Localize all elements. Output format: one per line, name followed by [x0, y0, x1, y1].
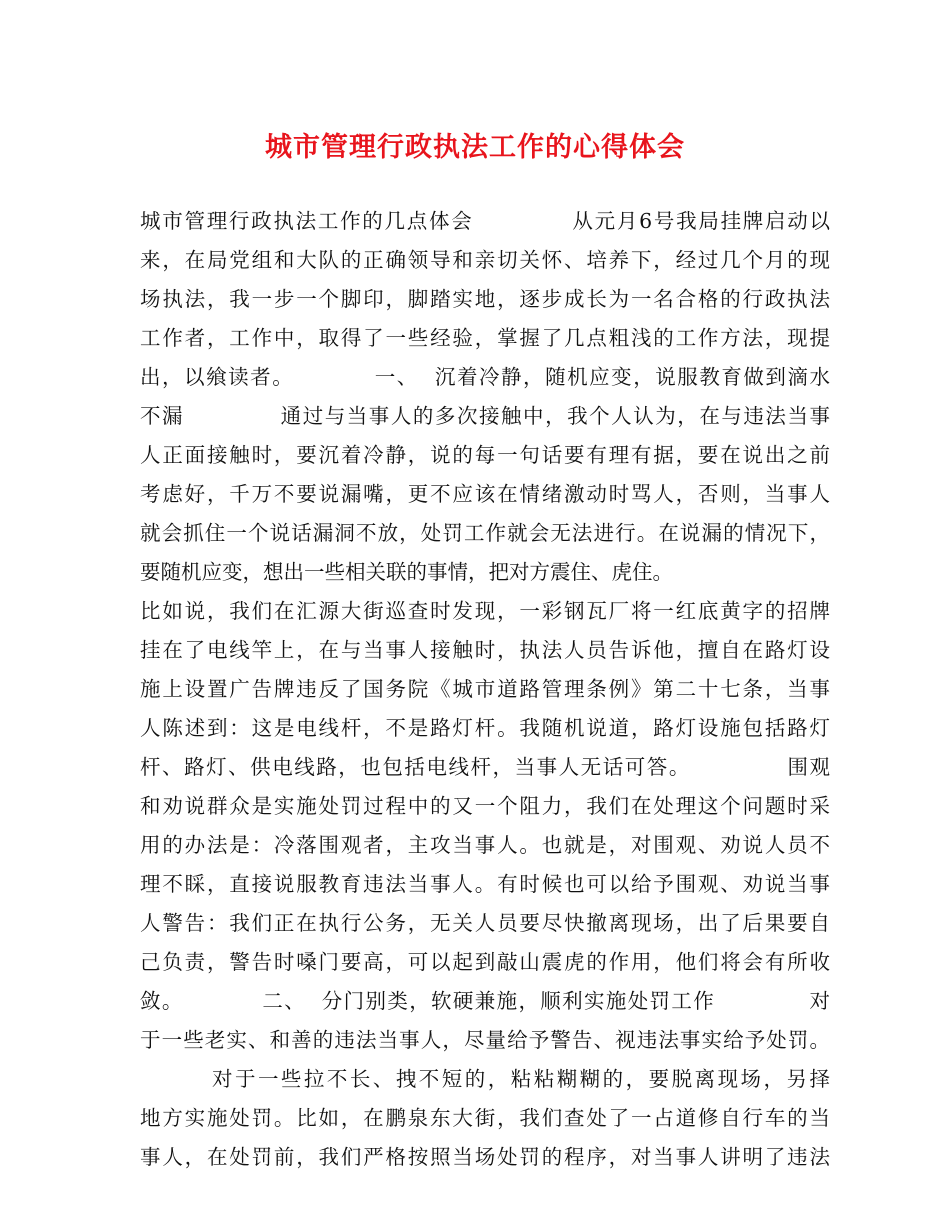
- text-line: 理不睬，直接说服教育违法当事人。有时候也可以给予围观、劝说当事: [140, 872, 830, 896]
- text-line: 己负责，警告时嗓门要高，可以起到敲山震虎的作用，他们将会有所收: [140, 950, 830, 974]
- text-line: 工作者，工作中，取得了一些经验，掌握了几点粗浅的工作方法，现提: [140, 326, 830, 350]
- text-line: 人陈述到：这是电线杆，不是路灯杆。我随机说道，路灯设施包括路灯: [140, 716, 830, 740]
- text-line: 人警告：我们正在执行公务，无关人员要尽快撤离现场，出了后果要自: [140, 911, 830, 935]
- text-line: 用的办法是：冷落围观者，主攻当事人。也就是，对围观、劝说人员不: [140, 833, 830, 857]
- text-line: 事人，在处罚前，我们严格按照当场处罚的程序，对当事人讲明了违法: [140, 1145, 830, 1169]
- text-line: 地方实施处罚。比如，在鹏泉东大街，我们查处了一占道修自行车的当: [140, 1106, 830, 1130]
- text-line: 城市管理行政执法工作的几点体会 从元月6号我局挂牌启动以: [140, 209, 830, 233]
- text-line: 不漏 通过与当事人的多次接触中，我个人认为，在与违法当事: [140, 404, 830, 428]
- text-line: 比如说，我们在汇源大街巡查时发现，一彩钢瓦厂将一红底黄字的招牌: [140, 599, 830, 623]
- text-line: 挂在了电线竿上，在与当事人接触时，执法人员告诉他，擅自在路灯设: [140, 638, 830, 662]
- document-body: [140, 202, 830, 1177]
- text-line: 就会抓住一个说话漏洞不放，处罚工作就会无法进行。在说漏的情况下，: [140, 521, 830, 545]
- text-line: 场执法，我一步一个脚印，脚踏实地，逐步成长为一名合格的行政执法: [140, 287, 830, 311]
- text-line: 敛。 二、 分门别类，软硬兼施，顺利实施处罚工作 对: [140, 989, 830, 1013]
- text-line: 于一些老实、和善的违法当事人，尽量给予警告、视违法事实给予处罚。: [140, 1028, 830, 1052]
- text-line: 对于一些拉不长、拽不短的，粘粘糊糊的，要脱离现场，另择: [140, 1067, 830, 1091]
- text-line: 杆、路灯、供电线路，也包括电线杆，当事人无话可答。 围观: [140, 755, 830, 779]
- text-line: 出，以飨读者。 一、 沉着冷静，随机应变，说服教育做到滴水: [140, 365, 830, 389]
- text-line: 考虑好，千万不要说漏嘴，更不应该在情绪激动时骂人，否则，当事人: [140, 482, 830, 506]
- text-line: 要随机应变，想出一些相关联的事情，把对方震住、虎住。: [140, 560, 673, 584]
- document-title: 城市管理行政执法工作的心得体会: [265, 132, 685, 163]
- text-line: 和劝说群众是实施处罚过程中的又一个阻力，我们在处理这个问题时采: [140, 794, 830, 818]
- text-line: 来，在局党组和大队的正确领导和亲切关怀、培养下，经过几个月的现: [140, 248, 830, 272]
- text-line: 施上设置广告牌违反了国务院《城市道路管理条例》第二十七条，当事: [140, 677, 830, 701]
- text-line: 人正面接触时，要沉着冷静，说的每一句话要有理有据，要在说出之前: [140, 443, 830, 467]
